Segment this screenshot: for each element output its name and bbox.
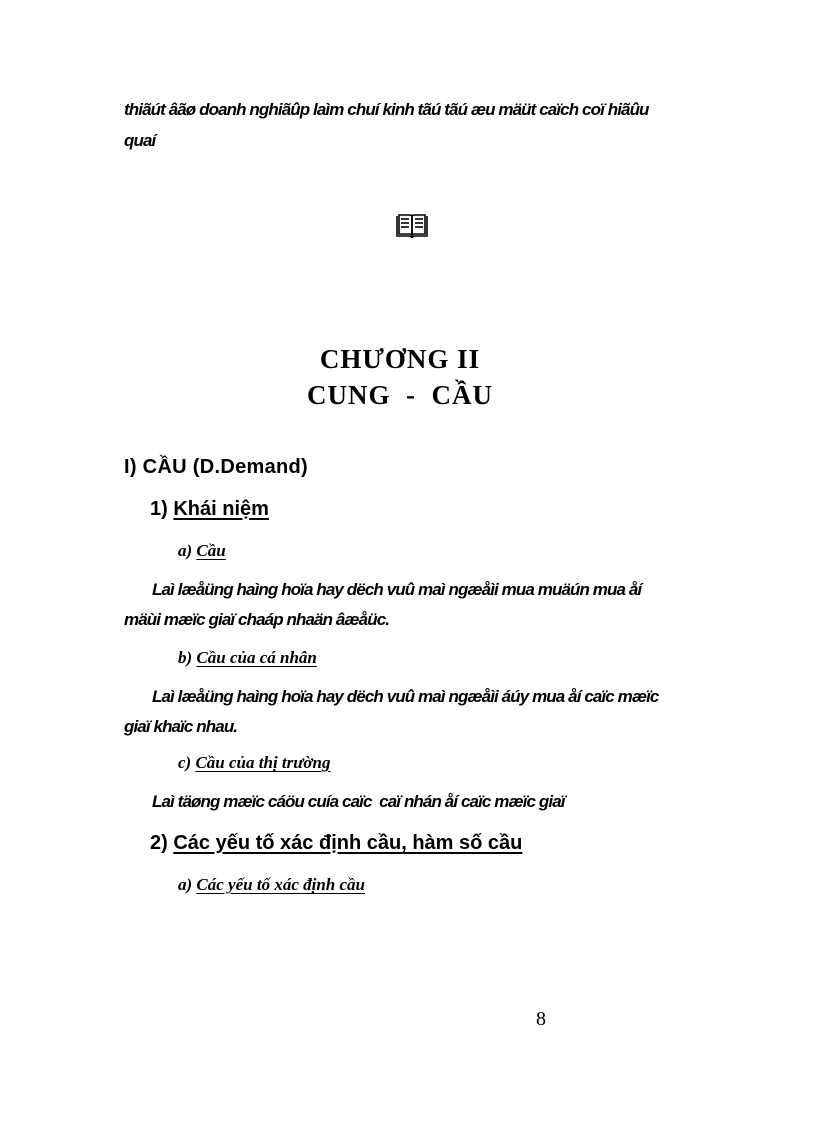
item-a-text-line-2: mäùi mæïc giaï chaáp nhaän âæåüc. (124, 610, 390, 629)
item-a-text-line-1: Laì læåüng haìng hoïa hay dëch vuû maì ngæåìi mua muäún mua åí (152, 580, 642, 599)
item-2a-heading (178, 875, 365, 895)
item-b-title: Cầu của cá nhân (196, 648, 317, 667)
chapter-subtitle: CUNG - CẦU (307, 380, 493, 410)
item-a-heading (178, 541, 226, 561)
intro-line-2: quaí (124, 131, 156, 150)
item-2a-label: a) (178, 875, 193, 894)
item-c-label: c) (178, 753, 192, 772)
item-b-heading (178, 648, 317, 668)
subsection-1-title: Khái niệm (173, 498, 269, 520)
chapter-title: CHƯƠNG II (319, 344, 481, 374)
item-c-title: Cầu của thị trường (195, 753, 331, 772)
subsection-2-heading (150, 832, 522, 855)
subsection-2-number: 2) (150, 832, 168, 854)
item-b-text-line-1: Laì læåüng haìng hoïa hay dëch vuû maì ngæåìi áúy mua åí caïc mæïc (152, 687, 659, 706)
subsection-1-heading (150, 498, 269, 521)
subsection-1-number: 1) (150, 498, 168, 520)
item-c-text-line-1: Laì täøng mæïc cáöu cuía caïc caï nhán åí caïc mæïc giaï (152, 792, 565, 811)
intro-line-1: thiãút âãø doanh nghiãûp laìm chuí kinh tãú tãú æu mäüt caïch coï hiãûu (124, 100, 649, 119)
page-number: 8 (536, 1008, 546, 1030)
item-a-label: a) (178, 541, 193, 560)
item-b-label: b) (178, 648, 193, 667)
item-a-title: Cầu (196, 541, 226, 560)
item-2a-title: Các yếu tố xác định cầu (196, 875, 366, 894)
section-heading: I) CẦU (D.Demand) (124, 456, 308, 478)
item-c-heading (178, 753, 331, 773)
book-icon (395, 212, 429, 240)
subsection-2-title: Các yếu tố xác định cầu, hàm số cầu (173, 832, 523, 854)
item-b-text-line-2: giaï khaïc nhau. (124, 717, 238, 736)
